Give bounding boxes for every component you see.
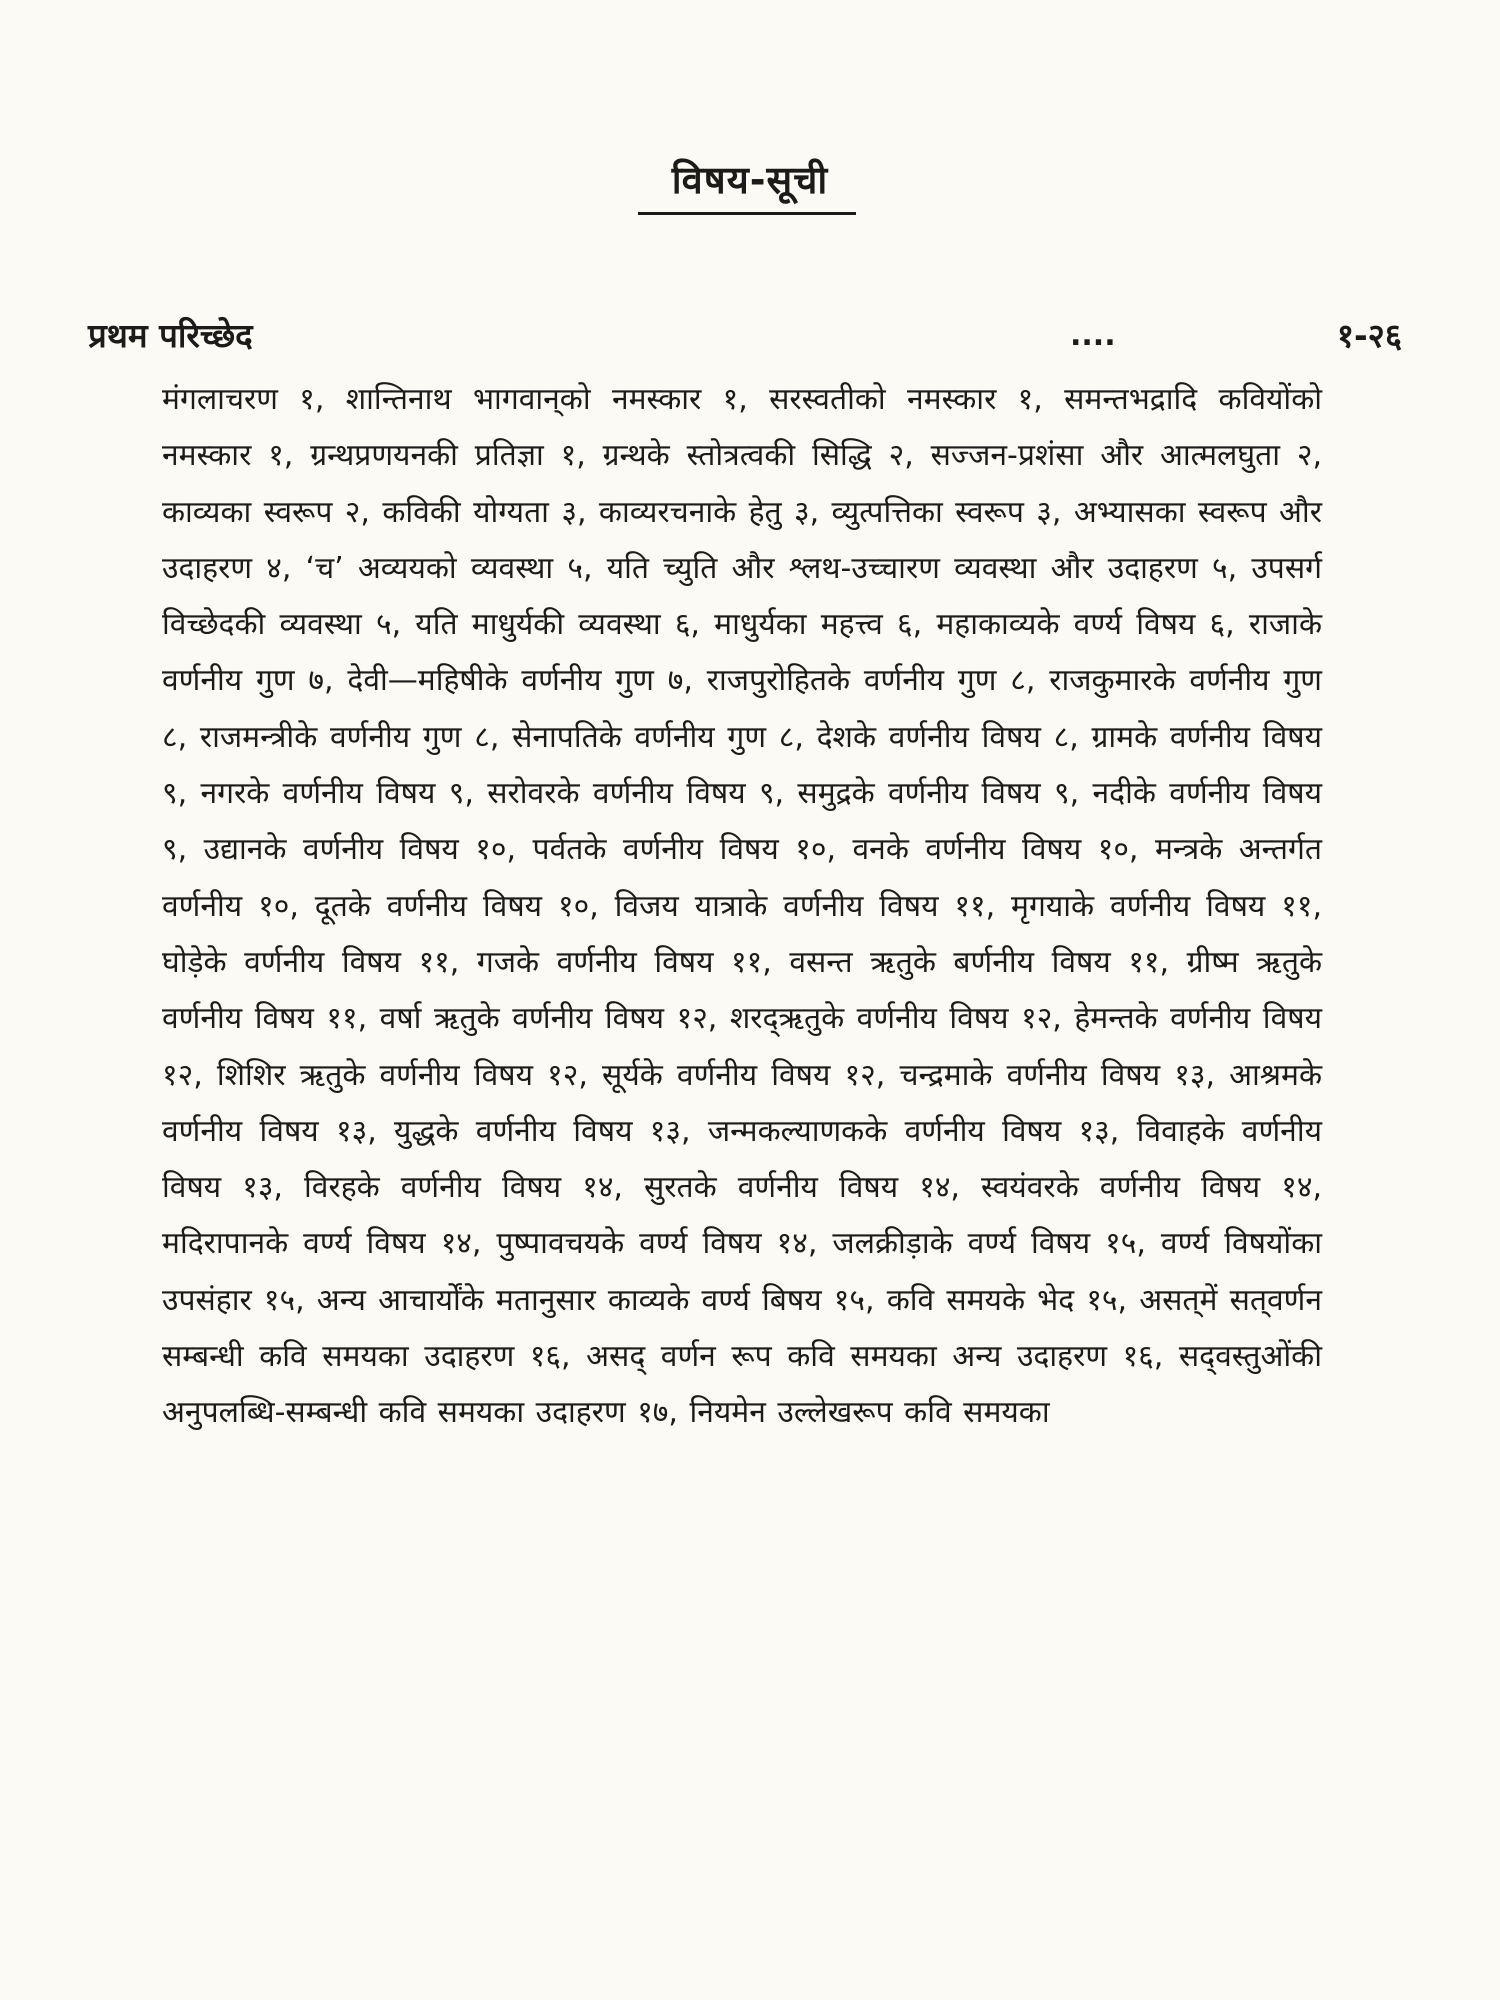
title-underline — [638, 212, 856, 215]
page-title: विषय-सूची — [671, 158, 829, 202]
chapter-page-range: १-२६ — [1336, 316, 1402, 355]
contents-paragraph: मंगलाचरण १, शान्तिनाथ भागवान्‌को नमस्कार १, सरस्वतीको नमस्कार १, समन्तभद्रादि कवियोंको नमस्कार १, ग्रन्थप्रणयनकी प्रतिज्ञा १, ग्रन्थके स्तोत्रत्वकी सिद्धि २, सज्जन-प्रशंसा और आत्मलघुता २, काव्यका स्वरूप २, कविकी योग्यता ३, काव्यरचनाके हेतु ३, व्युत्पत्तिका स्वरूप ३, अभ्यासका स्वरूप और उदाहरण ४, ‘च’ अव्ययको व्यवस्था ५, यति च्युति और श्लथ-उच्चारण व्यवस्था और उदाहरण ५, उपसर्ग विच्छेदकी व्यवस्था ५, यति माधुर्यकी व्यवस्था ६, माधुर्यका महत्त्व ६, महाकाव्यके वर्ण्य विषय ६, राजाके वर्णनीय गुण ७, देवी—महिषीके वर्णनीय गुण ७, राजपुरोहितके वर्णनीय गुण ८, राजकुमारके वर्णनीय गुण ८, राजमन्त्रीके वर्णनीय गुण ८, सेनापतिके वर्णनीय गुण ८, देशके वर्णनीय विषय ८, ग्रामके वर्णनीय विषय ९, नगरके वर्णनीय विषय ९, सरोवरके वर्णनीय विषय ९, समुद्रके वर्णनीय विषय ९, नदीके वर्णनीय विषय ९, उद्यानके वर्णनीय विषय १०, पर्वतके वर्णनीय विषय १०, वनके वर्णनीय विषय १०, मन्त्रके अन्तर्गत वर्णनीय १०, दूतके वर्णनीय विषय १०, विजय यात्राके वर्णनीय विषय ११, मृगयाके वर्णनीय विषय ११, घोड़ेके वर्णनीय विषय ११, गजके वर्णनीय विषय ११, वसन्त ऋतुके बर्णनीय विषय ११, ग्रीष्म ऋतुके वर्णनीय विषय ११, वर्षा ऋतुके वर्णनीय विषय १२, शरद्‌ऋतुके वर्णनीय विषय १२, हेमन्तके वर्णनीय विषय १२, शिशिर ऋतुके वर्णनीय विषय १२, सूर्यके वर्णनीय विषय १२, चन्द्रमाके वर्णनीय विषय १३, आश्रमके वर्णनीय विषय १३, युद्धके वर्णनीय विषय १३, जन्मकल्याणकके वर्णनीय विषय १३, विवाहके वर्णनीय विषय १३, विरहके वर्णनीय विषय १४, सुरतके वर्णनीय विषय १४, स्वयंवरके वर्णनीय विषय १४, मदिरापानके वर्ण्य विषय १४, पुष्पावचयके वर्ण्य विषय १४, जलक्रीड़ाके वर्ण्य विषय १५, वर्ण्य विषयोंका उपसंहार १५, अन्य आचार्योंके मतानुसार काव्यके वर्ण्य बिषय १५, कवि समयके भेद १५, असत्‌में सत्‌वर्णन सम्बन्धी कवि समयका उदाहरण १६, असद्‌ वर्णन रूप कवि समयका अन्य उदाहरण १६, सद्‌वस्तुओंकी अनुपलब्धि-सम्बन्धी कवि समयका उदाहरण १७, नियमेन उल्लेखरूप कवि समयका — [162, 382, 1322, 1431]
chapter-leader-dots: .... — [1070, 318, 1116, 353]
chapter-title: प्रथम परिच्छेद — [88, 316, 253, 355]
chapter-heading-row — [0, 306, 1500, 366]
